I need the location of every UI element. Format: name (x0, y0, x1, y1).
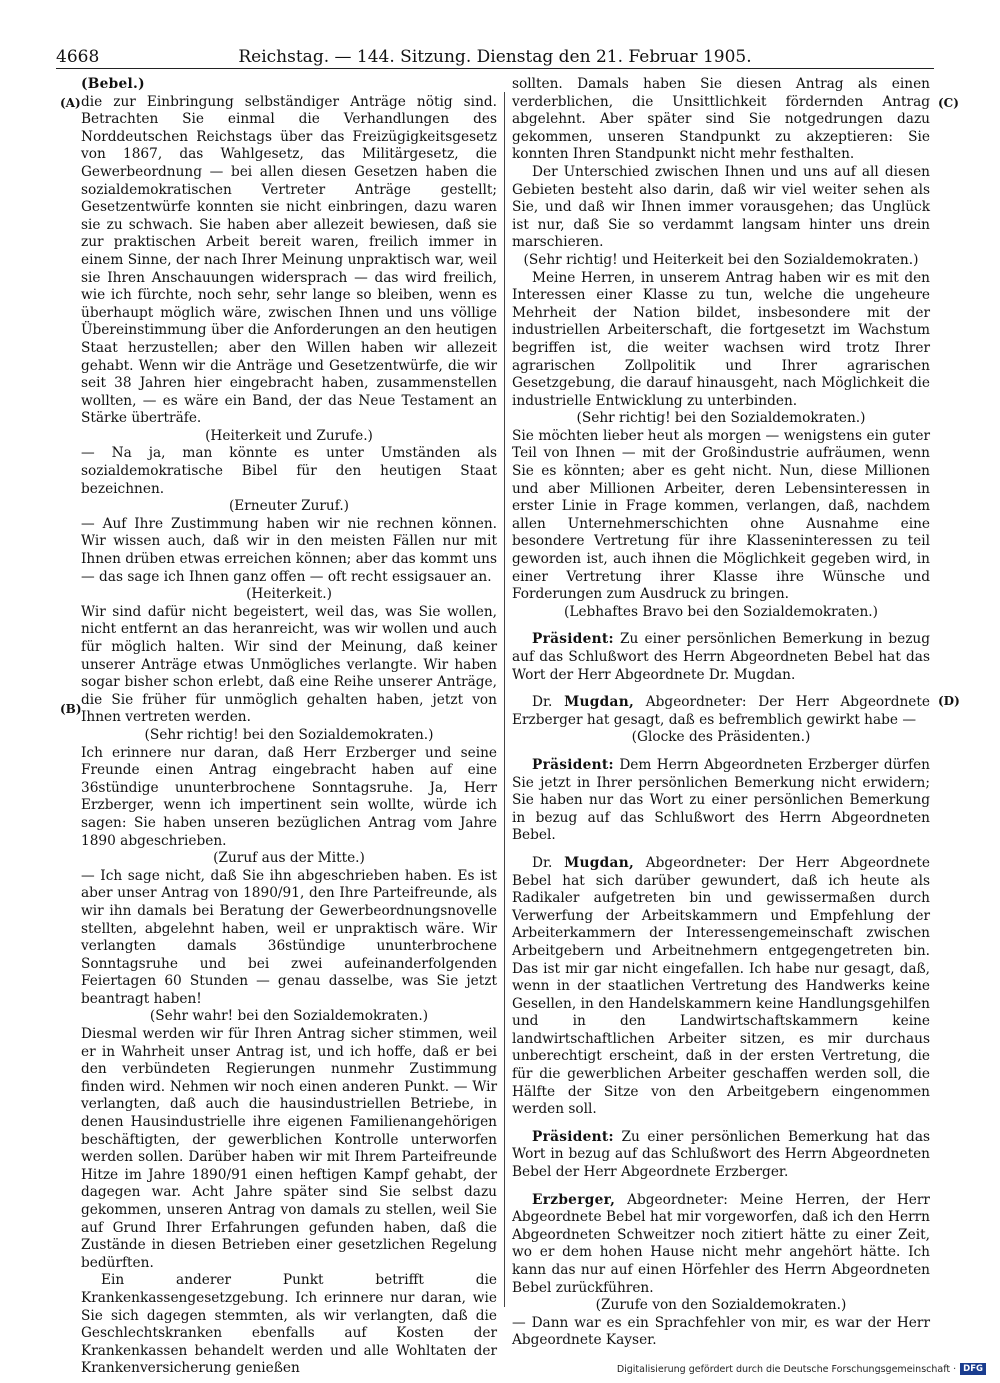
interjection: (Sehr richtig! bei den Sozialdemokraten.) (576, 410, 866, 427)
margin-marker-b: (B) (60, 702, 82, 716)
funding-footer (617, 1363, 986, 1375)
speaker-name: Erzberger, (532, 1191, 616, 1208)
speech-erzberger: Erzberger, Abgeordneter: Meine Herren, der Herr Abgeordnete Bebel hat mir vorgeworfen, daß ich den Herrn Abgeordneten Schweitzer noch zitiert hätte zu einer Zeit, wo er dem hohen Hause nicht mehr angehört hätte. Ich kann das nur auf einen Hörfehler des Herrn Abgeordneten Bebel zurückführen. (512, 1191, 930, 1296)
paragraph: die zur Einbringung selbständiger Anträge nötig sind. Betrachten Sie einmal die Verhandlungen des Norddeutschen Reichstags über das Freizügigkeitsgesetz von 1867, das Wahlgesetz, das Militärgesetz, die Gewerbeordnung — bei allen diesen Gesetzen haben die sozialdemokratischen Vertreter Anträge gestellt; Gesetzentwürfe konnten sie nicht einbringen, dazu waren sie zu schwach. Sie haben aber allezeit bewiesen, daß sie zur praktischen Arbeit bereit waren, freilich immer in einem Sinne, der nach Ihrer Meinung unpraktisch war, weil sie Ihren Anschauungen widersprach — das wird freilich, wie ich fürchte, noch sehr, sehr lange so bleiben, wenn es überhaupt möglich wäre, zwischen Ihnen und uns völlige Übereinstimmung über die Anforderungen an den heutigen Staat herzustellen; aber den Willen haben wir allezeit gehabt. Wenn wir die Anträge und Gesetzentwürfe, die wir seit 38 Jahren hier eingebracht haben, zusammenstellen wollten, — es wäre ein Band, der das Neue Testament an Stärke überträfe. (81, 93, 497, 427)
page-number: 4668 (56, 47, 100, 67)
interjection: (Lebhaftes Bravo bei den Sozialdemokraten.) (564, 603, 878, 620)
paragraph: — Dann war es ein Sprachfehler von mir, es war der Herr Abgeordnete Kayser. (512, 1314, 930, 1349)
speech-president: Präsident: Dem Herrn Abgeordneten Erzberger dürfen Sie jetzt in Ihrer persönlichen Bemerkung nicht erwidern; Sie haben nur das Wort zu einer persönlichen Bemerkung in bezug auf das Schlußwort des Herrn Abgeordneten Bebel. (512, 756, 930, 844)
interjection: (Sehr richtig! und Heiterkeit bei den Sozialdemokraten.) (523, 251, 919, 268)
paragraph: — Ich sage nicht, daß Sie ihn abgeschrieben haben. Es ist aber unser Antrag von 1890/91, den Ihre Parteifreunde, als wir ihn damals bei Beratung der Gewerbeordnungsnovelle stellten, abgelehnt haben, weil er unpraktisch wäre. Wir verlangten damals 36stündige ununterbrochene Sonntagsruhe und bei zwei aufeinanderfolgenden Feiertagen 60 Stunden — genau dasselbe, was Sie jetzt beantragt haben! (81, 867, 497, 1007)
right-column (512, 76, 930, 1350)
speech-mugdan: Dr. Mugdan, Abgeordneter: Der Herr Abgeordnete Bebel hat sich darüber gewundert, daß ich heute als Radikaler aufgetreten bin und gewissermaßen durch Verwerfung der Arbeitskammern und Empfehlung der Arbeiterkammern der Interessengemeinschaft zwischen Arbeitgebern und Arbeitnehmern entgegengetreten bin. Das ist mir gar nicht eingefallen. Ich habe nur gesagt, daß, wenn in der staatlichen Vertretung des Handwerks keine Gesellen, in den Handelskammern keine Handlungsgehilfen und in den Landwirtschaftskammern keine landwirtschaftlichen Arbeiter sitzen, es mir durchaus unberechtigt erscheint, daß in der ersten Vertretung, die für die gewerblichen Arbeiter geschaffen werden soll, die Hälfte der Sitze von den Arbeitgebern eingenommen werden soll. (512, 854, 930, 1118)
interjection: (Heiterkeit.) (246, 586, 332, 603)
speaker-name: Präsident: (532, 631, 614, 648)
speech-president: Präsident: Zu einer persönlichen Bemerkung hat das Wort in bezug auf das Schlußwort des Herrn Abgeordneten Bebel der Herr Abgeordnete Erzberger. (512, 1128, 930, 1181)
speech-president: Präsident: Zu einer persönlichen Bemerkung in bezug auf das Schlußwort des Herrn Abgeordneten Bebel hat das Wort der Herr Abgeordnete Dr. Mugdan. (512, 631, 930, 683)
interjection: (Zuruf aus der Mitte.) (213, 850, 365, 867)
paragraph: Meine Herren, in unserem Antrag haben wir es mit den Interessen einer Klasse zu tun, welche die ungeheure Mehrheit der Nation bildet, insbesondere mit der industriellen Arbeiterschaft, die fortgesetzt im Wachstum begriffen ist, die weiter wachsen wird trotz Ihrer agrarischen Zollpolitik und Ihrer agrarischen Gesetzgebung, die darauf hinausgeht, nach Möglichkeit die industrielle Entwicklung zu unterbinden. (512, 269, 930, 409)
footer-text: Digitalisierung gefördert durch die Deutsche Forschungsgemeinschaft · (616, 1363, 957, 1375)
interjection: (Sehr richtig! bei den Sozialdemokraten.) (144, 726, 434, 743)
paragraph: — Na ja, man könnte es unter Umständen als sozialdemokratische Bibel für den heutigen Staat bezeichnen. (81, 445, 497, 497)
interjection: (Sehr wahr! bei den Sozialdemokraten.) (149, 1008, 429, 1025)
interjection: (Glocke des Präsidenten.) (631, 729, 811, 746)
interjection: (Zurufe von den Sozialdemokraten.) (595, 1297, 847, 1314)
speaker-name: Präsident: (532, 1128, 614, 1145)
dfg-logo: DFG (960, 1363, 986, 1375)
paragraph: — Auf Ihre Zustimmung haben wir nie rechnen können. Wir wissen auch, daß wir in den meisten Fällen nur mit Ihnen drüben etwas erreichen können; aber das kommt uns — das sage ich Ihnen ganz offen — oft recht essigsauer an. (81, 515, 497, 585)
paragraph: Der Unterschied zwischen Ihnen und uns auf all diesen Gebieten besteht also darin, daß wir viel weiter sehen als Sie, und daß wir Ihnen immer vorausgehen; das Unglück ist nur, daß Sie so verdammt langsam hinter uns drein marschieren. (512, 163, 930, 251)
page-header (56, 46, 934, 69)
margin-marker-c: (C) (938, 96, 959, 110)
paragraph: Diesmal werden wir für Ihren Antrag sicher stimmen, weil er in Wahrheit unser Antrag ist, und ich hoffe, daß er bei den verbündeten Regierungen nunmehr Zustimmung finden wird. Nehmen wir noch einen anderen Punkt. — Wir verlangten, daß auch die hausindustriellen Betriebe, in denen Hausindustrielle ihre eigenen Familienangehörigen beschäftigten, der gewerblichen Kontrolle unterworfen werden sollen. Darüber haben wir mit Ihrem Parteifreunde Hitze im Jahre 1890/91 einen heftigen Kampf gehabt, der dagegen war. Acht Jahre später sind Sie selbst dazu gekommen, unseren Antrag von damals zu stellen, weil Sie auf Grund Ihrer Erfahrungen gefunden haben, daß die Zustände in diesen Betrieben einer gesetzlichen Regelung bedürften. (81, 1026, 497, 1271)
speaker-head: (Bebel.) (81, 76, 145, 92)
left-column (81, 76, 497, 1378)
column-divider (504, 92, 505, 1307)
paragraph: Ein anderer Punkt betrifft die Krankenkassengesetzgebung. Ich erinnere nur daran, wie Sie sich dagegen stemmten, als wir verlangten, daß die Geschlechtskranken ebenfalls auf Kosten der Krankenkassen behandelt werden und alle Wohltaten der Krankenversicherung genießen (81, 1272, 497, 1377)
paragraph: Sie möchten lieber heut als morgen — wenigstens ein guter Teil von Ihnen — mit der Großindustrie aufräumen, wenn Sie es könnten; aber es geht nicht. Nun, diese Millionen und aber Millionen Arbeiter, deren Lebensinteressen in erster Linie in Frage kommen, verlangen, daß, nachdem allen Unternehmerschichten ohne Ausnahme eine besondere Vertretung für ihre Klasseninteressen zu teil geworden ist, auch ihnen die Möglichkeit gegeben wird, in einer Vertretung ihrer Klasse ihre Wünsche und Forderungen zum Ausdruck zu bringen. (512, 427, 930, 603)
interjection: (Heiterkeit und Zurufe.) (205, 427, 373, 444)
speaker-name: Präsident: (532, 756, 614, 773)
interjection: (Erneuter Zuruf.) (228, 498, 350, 515)
running-head: Reichstag. — 144. Sitzung. Dienstag den 21. Februar 1905. (238, 47, 752, 67)
speech-mugdan: Dr. Mugdan, Abgeordneter: Der Herr Abgeordnete Erzberger hat gesagt, daß es befremblich gewirkt habe — (512, 694, 930, 728)
paragraph: sollten. Damals haben Sie diesen Antrag als einen verderblichen, die Unsittlichkeit fördernden Antrag abgelehnt. Aber später sind Sie notgedrungen dazu gekommen, unseren Standpunkt zu akzeptieren: Sie konnten Ihren Standpunkt nicht mehr festhalten. (512, 76, 930, 163)
speaker-name: Mugdan, (564, 854, 635, 871)
margin-marker-a: (A) (60, 96, 81, 110)
paragraph: Wir sind dafür nicht begeistert, weil das, was Sie wollen, nicht entfernt an das heranreicht, was wir wollen und auch für möglich halten. Wir sind der Meinung, daß keiner unserer Anträge etwas Unmögliches verlangte. Wir haben sogar bisher schon erlebt, daß eine Reihe unserer Anträge, die Sie früher für unmöglich gehalten haben, jetzt von Ihnen vertreten werden. (81, 603, 497, 726)
speaker-name: Mugdan, (564, 694, 635, 711)
margin-marker-d: (D) (938, 694, 960, 708)
paragraph: Ich erinnere nur daran, daß Herr Erzberger und seine Freunde einen Antrag eingebracht haben auf eine 36stündige ununterbrochene Sonntagsruhe. Ja, Herr Erzberger, wenn ich impertinent sein wollte, würde ich sagen: Sie haben unseren bezüglichen Antrag vom Jahre 1890 abgeschrieben. (81, 744, 497, 849)
